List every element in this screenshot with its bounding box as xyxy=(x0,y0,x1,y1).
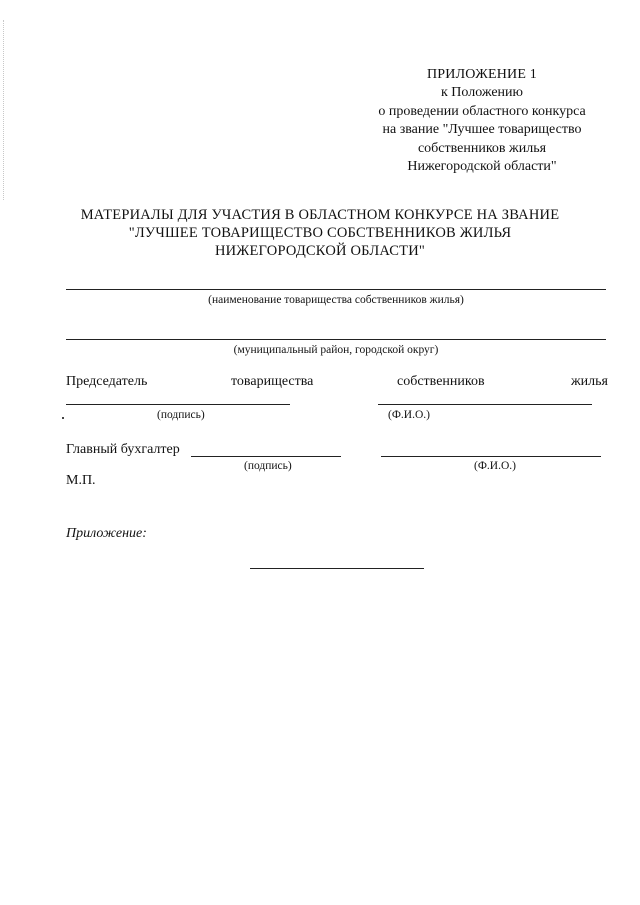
chairman-word-2: товарищества xyxy=(231,374,314,389)
chairman-name-caption: (Ф.И.О.) xyxy=(388,409,430,421)
chairman-word-1: Председатель xyxy=(66,374,148,389)
title-line-1: МАТЕРИАЛЫ ДЛЯ УЧАСТИЯ В ОБЛАСТНОМ КОНКУРСЕ НА ЗВАНИЕ xyxy=(80,207,560,223)
hoa-name-caption: (наименование товарищества собственников жилья) xyxy=(208,294,464,306)
chairman-name-line[interactable] xyxy=(378,404,592,405)
appendix-number: ПРИЛОЖЕНИЕ 1 xyxy=(426,67,538,82)
appendix-line-3: на звание "Лучшее товарищество xyxy=(382,122,582,138)
chairman-signature-caption: (подпись) xyxy=(157,409,205,421)
accountant-name-line[interactable] xyxy=(381,456,601,457)
appendix-line-5: Нижегородской области" xyxy=(407,159,557,175)
hoa-name-line[interactable] xyxy=(66,289,606,290)
accountant-label: Главный бухгалтер xyxy=(66,442,180,457)
accountant-signature-caption: (подпись) xyxy=(244,460,292,472)
municipality-line[interactable] xyxy=(66,339,606,340)
appendix-line-4: собственников жилья xyxy=(417,140,547,156)
stamp-label: М.П. xyxy=(66,473,96,488)
document-title xyxy=(40,206,600,260)
appendix-header xyxy=(360,66,604,176)
chairman-word-3: собственников xyxy=(397,374,485,389)
chairman-word-4: жилья xyxy=(571,374,608,389)
scan-speck xyxy=(62,417,64,419)
municipality-caption: (муниципальный район, городской округ) xyxy=(233,344,439,356)
attachment-label: Приложение: xyxy=(66,526,147,541)
appendix-line-2: о проведении областного конкурса xyxy=(378,103,586,119)
closing-line xyxy=(250,568,424,569)
title-line-2: "ЛУЧШЕЕ ТОВАРИЩЕСТВО СОБСТВЕННИКОВ ЖИЛЬЯ xyxy=(128,225,512,241)
title-line-3: НИЖЕГОРОДСКОЙ ОБЛАСТИ" xyxy=(214,243,426,259)
appendix-line-1: к Положению xyxy=(440,85,523,101)
scan-edge-mark xyxy=(3,20,4,200)
accountant-signature-line[interactable] xyxy=(191,456,341,457)
chairman-signature-line[interactable] xyxy=(66,404,290,405)
accountant-name-caption: (Ф.И.О.) xyxy=(474,460,516,472)
